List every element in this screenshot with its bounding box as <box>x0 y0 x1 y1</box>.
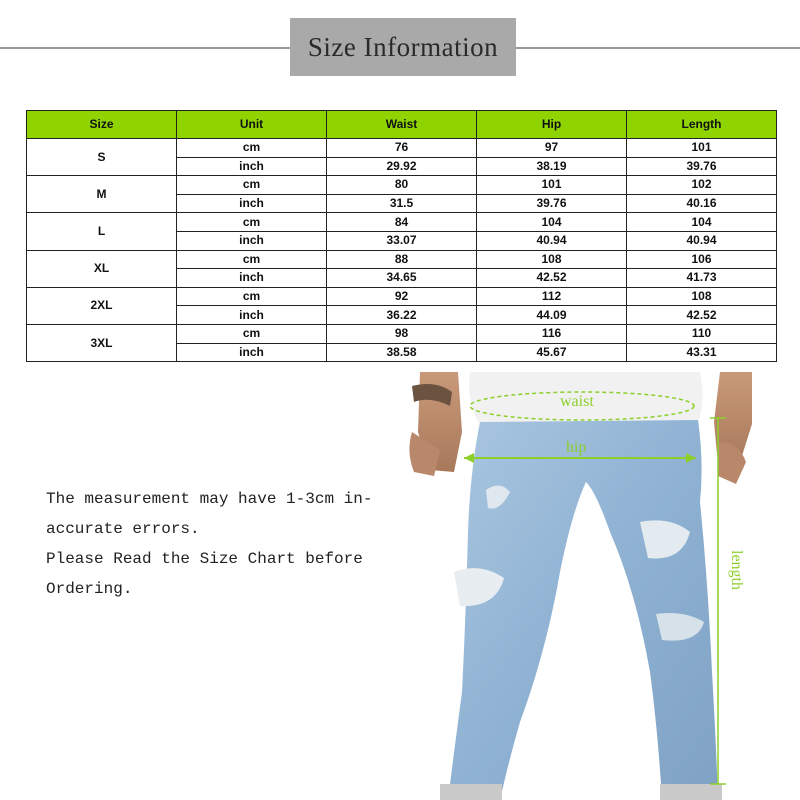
jeans-model-photo <box>400 372 800 800</box>
length-cell: 41.73 <box>627 269 777 288</box>
hip-cell: 45.67 <box>477 343 627 362</box>
waist-cell: 84 <box>327 213 477 232</box>
length-cell: 108 <box>627 287 777 306</box>
waist-cell: 34.65 <box>327 269 477 288</box>
unit-cell: inch <box>177 194 327 213</box>
waist-cell: 38.58 <box>327 343 477 362</box>
header-waist: Waist <box>327 111 477 139</box>
size-cell: L <box>27 213 177 250</box>
size-cell: 2XL <box>27 287 177 324</box>
size-cell: XL <box>27 250 177 287</box>
length-cell: 101 <box>627 139 777 158</box>
length-cell: 40.16 <box>627 194 777 213</box>
table-row <box>27 176 777 195</box>
hip-cell: 42.52 <box>477 269 627 288</box>
size-table <box>26 110 777 362</box>
right-shoe <box>660 784 722 800</box>
waist-cell: 98 <box>327 324 477 343</box>
waist-cell: 29.92 <box>327 157 477 176</box>
hip-cell: 39.76 <box>477 194 627 213</box>
table-row <box>27 139 777 158</box>
size-cell: 3XL <box>27 324 177 361</box>
hip-cell: 40.94 <box>477 231 627 250</box>
length-cell: 102 <box>627 176 777 195</box>
unit-cell: inch <box>177 343 327 362</box>
table-row <box>27 250 777 269</box>
length-cell: 43.31 <box>627 343 777 362</box>
unit-cell: cm <box>177 176 327 195</box>
length-label: length <box>728 550 745 590</box>
title-rule-left <box>0 47 290 49</box>
hip-label: hip <box>566 439 587 456</box>
unit-cell: cm <box>177 213 327 232</box>
length-cell: 39.76 <box>627 157 777 176</box>
unit-cell: cm <box>177 287 327 306</box>
waist-cell: 80 <box>327 176 477 195</box>
unit-cell: cm <box>177 324 327 343</box>
size-cell: M <box>27 176 177 213</box>
hip-cell: 112 <box>477 287 627 306</box>
hip-cell: 101 <box>477 176 627 195</box>
hip-cell: 104 <box>477 213 627 232</box>
unit-cell: inch <box>177 269 327 288</box>
unit-cell: cm <box>177 250 327 269</box>
hip-cell: 44.09 <box>477 306 627 325</box>
waist-cell: 92 <box>327 287 477 306</box>
hip-cell: 116 <box>477 324 627 343</box>
table-row <box>27 324 777 343</box>
header-hip: Hip <box>477 111 627 139</box>
title-rule-right <box>516 47 800 49</box>
waist-cell: 31.5 <box>327 194 477 213</box>
left-shoe <box>440 784 502 800</box>
waist-cell: 33.07 <box>327 231 477 250</box>
measurement-note <box>46 484 386 604</box>
waist-cell: 36.22 <box>327 306 477 325</box>
unit-cell: cm <box>177 139 327 158</box>
waist-cell: 76 <box>327 139 477 158</box>
hip-cell: 108 <box>477 250 627 269</box>
page-title: Size Information <box>290 18 516 76</box>
header-unit: Unit <box>177 111 327 139</box>
table-header-row <box>27 111 777 139</box>
unit-cell: inch <box>177 231 327 250</box>
header-size: Size <box>27 111 177 139</box>
length-cell: 104 <box>627 213 777 232</box>
size-cell: S <box>27 139 177 176</box>
unit-cell: inch <box>177 306 327 325</box>
waist-cell: 88 <box>327 250 477 269</box>
length-cell: 110 <box>627 324 777 343</box>
length-cell: 42.52 <box>627 306 777 325</box>
hip-cell: 38.19 <box>477 157 627 176</box>
note-line: accurate errors. <box>46 520 200 538</box>
note-line: The measurement may have 1-3cm in- <box>46 490 373 508</box>
table-row <box>27 287 777 306</box>
note-line: Ordering. <box>46 580 133 598</box>
hip-cell: 97 <box>477 139 627 158</box>
note-line: Please Read the Size Chart before <box>46 550 363 568</box>
length-cell: 106 <box>627 250 777 269</box>
waist-label: waist <box>560 393 594 410</box>
unit-cell: inch <box>177 157 327 176</box>
header-length: Length <box>627 111 777 139</box>
length-cell: 40.94 <box>627 231 777 250</box>
table-row <box>27 213 777 232</box>
